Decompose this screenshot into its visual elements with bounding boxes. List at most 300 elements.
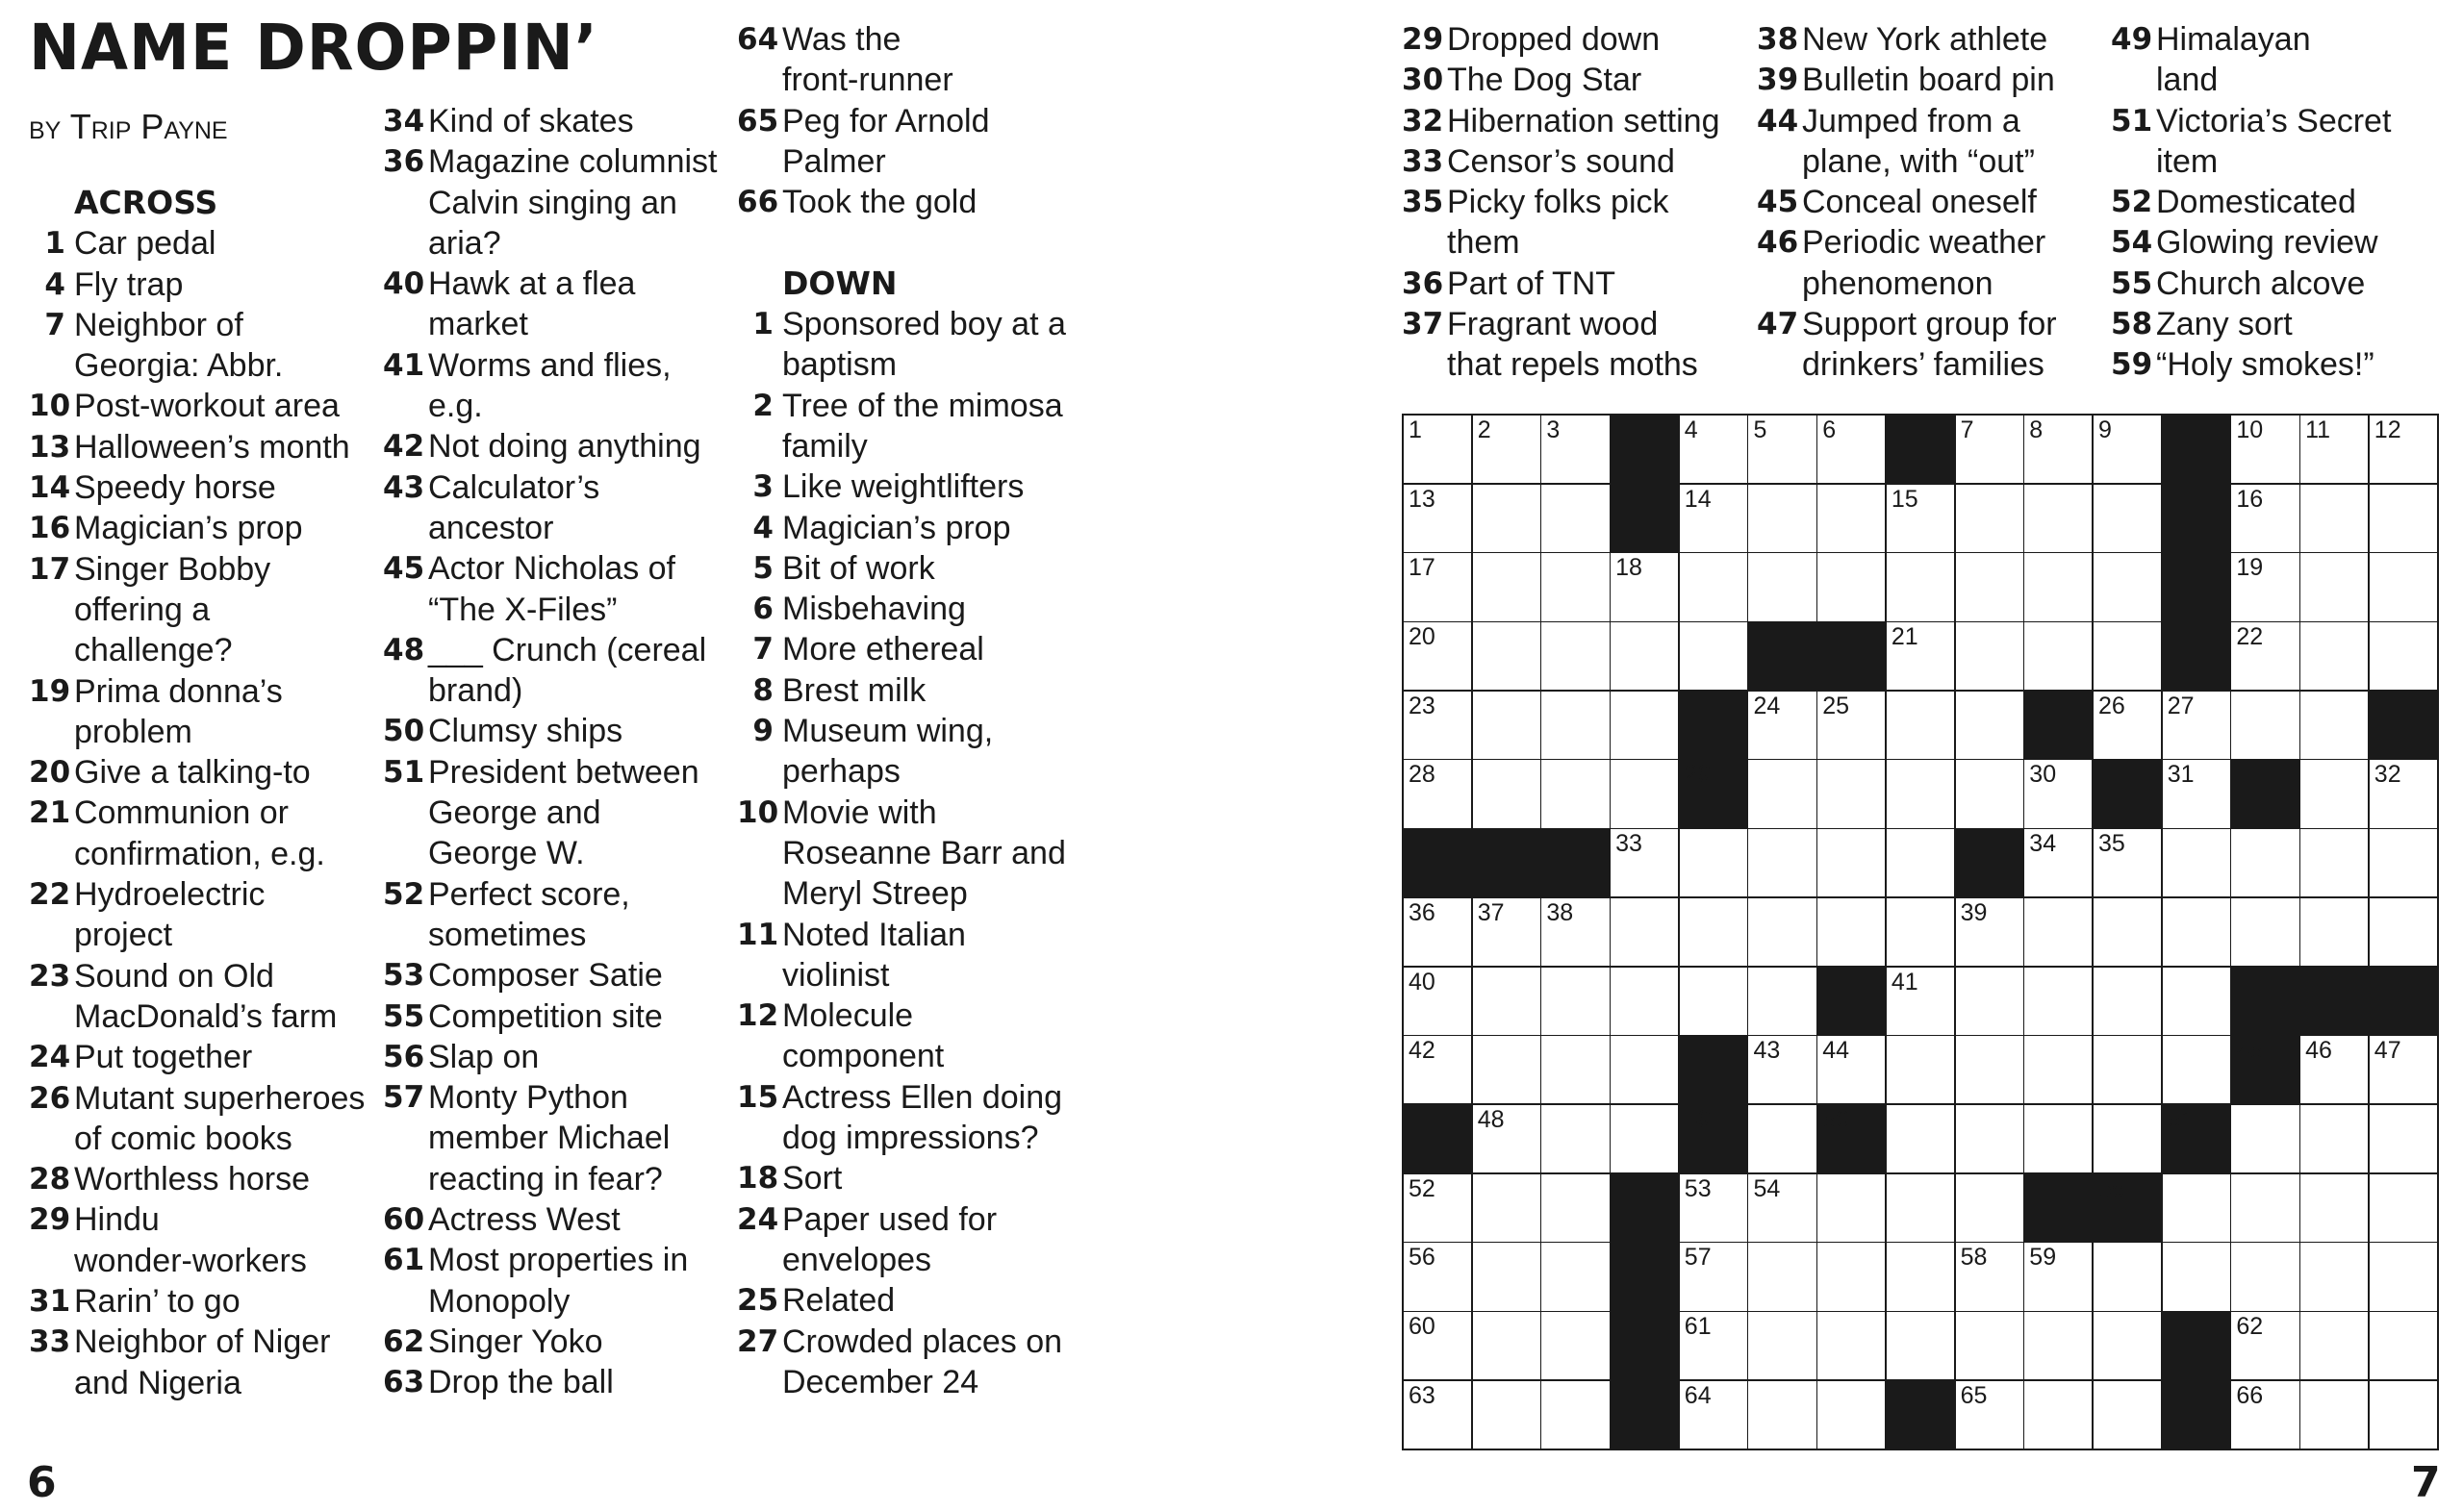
grid-cell[interactable] — [1748, 1312, 1816, 1379]
clue-item — [383, 141, 729, 264]
grid-cell[interactable] — [2231, 416, 2298, 483]
grid-cell[interactable] — [2094, 1312, 2161, 1379]
clue-text-line: Drop the ball — [428, 1364, 614, 1401]
clue-item — [383, 711, 729, 751]
clue-text-line: front-runner — [782, 62, 953, 99]
clue-text-line: December 24 — [782, 1363, 979, 1400]
clue-item — [737, 915, 1083, 996]
clue-item — [383, 467, 729, 549]
cell-number: 13 — [1409, 485, 1435, 513]
grid-cell[interactable] — [2163, 1243, 2230, 1310]
grid-cell[interactable] — [1611, 898, 1678, 966]
crossword-grid — [1402, 414, 2439, 1450]
clue-item — [737, 1077, 1083, 1159]
clue-text-line: Peg for Arnold — [782, 102, 990, 139]
grid-block — [2231, 968, 2298, 1035]
grid-cell[interactable] — [1956, 1243, 2023, 1310]
grid-cell[interactable] — [1541, 1105, 1609, 1172]
clue-text-line: MacDonald’s farm — [74, 997, 338, 1035]
clue-item — [1757, 60, 2103, 100]
grid-block — [1817, 622, 1885, 690]
clue-text-line: offering a — [74, 591, 211, 628]
clue-text-line: Censor’s sound — [1447, 142, 1675, 180]
grid-cell[interactable] — [2024, 1105, 2092, 1172]
grid-cell[interactable] — [2300, 1312, 2368, 1379]
grid-cell[interactable] — [1817, 416, 1885, 483]
grid-cell[interactable] — [2024, 829, 2092, 896]
grid-cell[interactable] — [2094, 553, 2161, 620]
grid-cell[interactable] — [1748, 485, 1816, 552]
grid-cell[interactable] — [2094, 416, 2161, 483]
clue-text-line: Monopoly — [428, 1282, 571, 1320]
clue-text-line: Support group for — [1802, 306, 2057, 343]
grid-cell[interactable] — [2024, 898, 2092, 966]
grid-cell[interactable] — [1956, 898, 2023, 966]
cell-number: 58 — [1960, 1244, 1988, 1272]
grid-cell[interactable] — [2024, 1312, 2092, 1379]
cell-number: 3 — [1546, 416, 1561, 443]
grid-cell[interactable] — [2024, 485, 2092, 552]
grid-cell[interactable] — [1680, 968, 1747, 1035]
grid-cell[interactable] — [1887, 692, 1954, 759]
grid-cell[interactable] — [1541, 485, 1609, 552]
grid-cell[interactable] — [2163, 692, 2230, 759]
grid-cell[interactable] — [1956, 1174, 2023, 1242]
grid-cell[interactable] — [1404, 1381, 1471, 1449]
grid-cell[interactable] — [2231, 1105, 2298, 1172]
grid-cell[interactable] — [1404, 1243, 1471, 1310]
grid-cell[interactable] — [2231, 1243, 2298, 1310]
grid-cell[interactable] — [1404, 968, 1471, 1035]
spacer — [737, 222, 1083, 263]
grid-cell[interactable] — [2370, 1381, 2437, 1449]
clue-text-line: Fly trap — [74, 265, 184, 303]
grid-cell[interactable] — [1541, 968, 1609, 1035]
clue-text-line: Took the gold — [782, 184, 978, 221]
grid-cell[interactable] — [1473, 1036, 1540, 1103]
grid-cell[interactable] — [1473, 416, 1540, 483]
grid-cell[interactable] — [1611, 760, 1678, 827]
grid-cell[interactable] — [1541, 1174, 1609, 1242]
clue-text-line: confirmation, e.g. — [74, 835, 325, 872]
grid-cell[interactable] — [1404, 1174, 1471, 1242]
grid-cell[interactable] — [1404, 622, 1471, 690]
grid-cell[interactable] — [2300, 760, 2368, 827]
grid-cell[interactable] — [1748, 1174, 1816, 1242]
clue-text-line: Competition site — [428, 997, 663, 1035]
clue-text-line: Glowing review — [2156, 224, 2378, 262]
cell-number: 18 — [1615, 554, 1642, 582]
grid-cell[interactable] — [2231, 485, 2298, 552]
grid-cell[interactable] — [2024, 553, 2092, 620]
grid-cell[interactable] — [1473, 1105, 1540, 1172]
clue-number: 4 — [44, 266, 65, 302]
grid-cell[interactable] — [2231, 898, 2298, 966]
grid-cell[interactable] — [1748, 968, 1816, 1035]
clue-text-line: aria? — [428, 224, 501, 262]
clue-number: 62 — [383, 1323, 425, 1359]
clue-text-line: project — [74, 917, 173, 954]
grid-cell[interactable] — [1473, 898, 1540, 966]
grid-cell[interactable] — [1541, 760, 1609, 827]
grid-cell[interactable] — [1817, 829, 1885, 896]
grid-cell[interactable] — [1956, 1105, 2023, 1172]
cell-number: 2 — [1477, 416, 1491, 443]
grid-cell[interactable] — [1473, 622, 1540, 690]
grid-cell[interactable] — [2094, 1243, 2161, 1310]
clue-text-line: Calculator’s — [428, 468, 600, 506]
grid-cell[interactable] — [1473, 1381, 1540, 1449]
cell-number: 44 — [1822, 1037, 1849, 1065]
grid-cell[interactable] — [1541, 692, 1609, 759]
grid-cell[interactable] — [1611, 622, 1678, 690]
grid-cell[interactable] — [1817, 1243, 1885, 1310]
grid-cell[interactable] — [2024, 968, 2092, 1035]
clue-item — [737, 589, 1083, 629]
grid-cell[interactable] — [1611, 553, 1678, 620]
grid-cell[interactable] — [2024, 1381, 2092, 1449]
grid-cell[interactable] — [2370, 1243, 2437, 1310]
clue-text-line: Worthless horse — [74, 1161, 311, 1198]
clue-item — [2111, 182, 2457, 222]
grid-cell[interactable] — [1404, 898, 1471, 966]
grid-cell[interactable] — [2300, 553, 2368, 620]
grid-cell[interactable] — [2370, 898, 2437, 966]
clue-text-line: Himalayan — [2156, 21, 2311, 58]
grid-cell[interactable] — [2231, 1381, 2298, 1449]
clue-text-line: Misbehaving — [782, 591, 966, 628]
grid-cell[interactable] — [1817, 1381, 1885, 1449]
grid-cell[interactable] — [1404, 1036, 1471, 1103]
clue-number: 25 — [737, 1283, 779, 1319]
cell-number: 25 — [1822, 692, 1849, 719]
grid-cell[interactable] — [1473, 485, 1540, 552]
grid-cell[interactable] — [1541, 1036, 1609, 1103]
grid-cell[interactable] — [1748, 1036, 1816, 1103]
grid-cell[interactable] — [1748, 898, 1816, 966]
clue-text-line: Fragrant wood — [1447, 306, 1659, 343]
clue-text-line: Bit of work — [782, 549, 935, 587]
cell-number: 52 — [1409, 1174, 1435, 1202]
grid-cell[interactable] — [1956, 968, 2023, 1035]
grid-cell[interactable] — [1680, 622, 1747, 690]
grid-cell[interactable] — [2163, 760, 2230, 827]
clue-text-line: challenge? — [74, 632, 233, 669]
grid-cell[interactable] — [2024, 760, 2092, 827]
grid-cell[interactable] — [2370, 553, 2437, 620]
cell-number: 36 — [1409, 898, 1435, 926]
grid-cell[interactable] — [1680, 1381, 1747, 1449]
grid-cell[interactable] — [1956, 1036, 2023, 1103]
grid-cell[interactable] — [2231, 1312, 2298, 1379]
grid-cell[interactable] — [1887, 1312, 1954, 1379]
grid-cell[interactable] — [1680, 553, 1747, 620]
grid-cell[interactable] — [1817, 1174, 1885, 1242]
grid-cell[interactable] — [1680, 898, 1747, 966]
grid-cell[interactable] — [2370, 485, 2437, 552]
grid-cell[interactable] — [1404, 760, 1471, 827]
grid-cell[interactable] — [2231, 692, 2298, 759]
grid-cell[interactable] — [1404, 692, 1471, 759]
clue-item — [737, 711, 1083, 793]
clue-number: 13 — [29, 429, 71, 465]
grid-cell[interactable] — [1817, 1312, 1885, 1379]
grid-block — [2024, 1174, 2092, 1242]
clue-text-line: plane, with “out” — [1802, 142, 2035, 180]
clue-number: 1 — [752, 307, 774, 342]
clue-number: 64 — [737, 22, 779, 57]
grid-cell[interactable] — [2300, 1105, 2368, 1172]
clue-number: 44 — [1757, 103, 1799, 139]
clue-item — [383, 752, 729, 874]
grid-cell[interactable] — [1541, 553, 1609, 620]
grid-cell[interactable] — [2370, 829, 2437, 896]
clue-text-line: Halloween’s month — [74, 428, 350, 466]
grid-cell[interactable] — [2300, 485, 2368, 552]
grid-cell[interactable] — [2024, 416, 2092, 483]
grid-cell[interactable] — [2370, 1174, 2437, 1242]
grid-cell[interactable] — [2094, 692, 2161, 759]
grid-cell[interactable] — [1541, 898, 1609, 966]
clue-text-line: Like weightlifters — [782, 468, 1025, 506]
grid-cell[interactable] — [1956, 760, 2023, 827]
grid-cell[interactable] — [2024, 1243, 2092, 1310]
grid-cell[interactable] — [1887, 553, 1954, 620]
grid-cell[interactable] — [2370, 760, 2437, 827]
clue-text-line: Sort — [782, 1160, 843, 1197]
grid-cell[interactable] — [1473, 1312, 1540, 1379]
grid-cell[interactable] — [2231, 1174, 2298, 1242]
clue-text-line: Conceal oneself — [1802, 184, 2037, 221]
clue-item — [2111, 264, 2457, 304]
grid-cell[interactable] — [1887, 1036, 1954, 1103]
clue-item — [383, 1199, 729, 1240]
grid-cell[interactable] — [1887, 829, 1954, 896]
clue-item — [383, 630, 729, 712]
grid-cell[interactable] — [1887, 898, 1954, 966]
cell-number: 6 — [1822, 416, 1837, 443]
clue-text-line: Roseanne Barr and — [782, 834, 1066, 871]
grid-cell[interactable] — [1887, 968, 1954, 1035]
clue-number: 51 — [2111, 103, 2153, 139]
cell-number: 57 — [1684, 1244, 1712, 1272]
grid-cell[interactable] — [1748, 692, 1816, 759]
grid-cell[interactable] — [1817, 1036, 1885, 1103]
clue-item — [737, 386, 1083, 467]
cell-number: 55 — [2097, 1174, 2125, 1202]
grid-cell[interactable] — [1473, 1243, 1540, 1310]
grid-cell[interactable] — [2163, 1036, 2230, 1103]
clue-number: 36 — [1402, 265, 1444, 301]
grid-cell[interactable] — [1611, 829, 1678, 896]
grid-cell[interactable] — [1680, 1174, 1747, 1242]
grid-cell[interactable] — [1404, 1312, 1471, 1379]
grid-cell[interactable] — [1956, 485, 2023, 552]
grid-cell[interactable] — [2024, 1036, 2092, 1103]
clue-number: 51 — [383, 754, 425, 790]
grid-cell[interactable] — [2300, 692, 2368, 759]
grid-cell[interactable] — [1680, 485, 1747, 552]
clue-text-line: Meryl Streep — [782, 875, 968, 913]
grid-cell[interactable] — [2094, 1105, 2161, 1172]
clue-number: 54 — [2111, 225, 2153, 261]
grid-cell[interactable] — [1887, 485, 1954, 552]
grid-cell[interactable] — [2300, 898, 2368, 966]
grid-cell[interactable] — [2094, 898, 2161, 966]
grid-block — [2231, 760, 2298, 827]
grid-cell[interactable] — [1611, 692, 1678, 759]
clue-text-line: baptism — [782, 346, 898, 384]
grid-cell[interactable] — [1680, 1312, 1747, 1379]
grid-cell[interactable] — [2163, 898, 2230, 966]
grid-cell[interactable] — [2370, 1036, 2437, 1103]
grid-cell[interactable] — [1748, 553, 1816, 620]
grid-cell[interactable] — [2163, 968, 2230, 1035]
grid-block — [1817, 1105, 1885, 1172]
grid-cell[interactable] — [1887, 1243, 1954, 1310]
grid-cell[interactable] — [1748, 829, 1816, 896]
clue-item — [737, 466, 1083, 507]
grid-block — [1611, 1243, 1678, 1310]
clue-number: 8 — [752, 672, 774, 708]
grid-cell[interactable] — [1611, 1105, 1678, 1172]
grid-cell[interactable] — [1956, 692, 2023, 759]
grid-cell[interactable] — [1817, 553, 1885, 620]
grid-cell[interactable] — [1887, 622, 1954, 690]
grid-cell[interactable] — [1680, 416, 1747, 483]
grid-cell[interactable] — [1611, 1036, 1678, 1103]
grid-cell[interactable] — [1748, 416, 1816, 483]
grid-block — [1748, 622, 1816, 690]
grid-cell[interactable] — [2370, 1105, 2437, 1172]
grid-cell[interactable] — [1817, 692, 1885, 759]
clue-item — [737, 1158, 1083, 1198]
clue-item — [29, 467, 375, 508]
grid-cell[interactable] — [2231, 553, 2298, 620]
grid-cell[interactable] — [2094, 968, 2161, 1035]
grid-cell[interactable] — [2370, 1312, 2437, 1379]
clue-item — [737, 548, 1083, 589]
grid-cell[interactable] — [2300, 829, 2368, 896]
grid-cell[interactable] — [1473, 1174, 1540, 1242]
grid-cell[interactable] — [1473, 692, 1540, 759]
clue-text-line: Singer Bobby — [74, 550, 271, 588]
grid-cell[interactable] — [1404, 416, 1471, 483]
clue-text-line: President between — [428, 753, 699, 791]
cell-number: 21 — [1891, 623, 1918, 651]
clue-item — [2111, 19, 2457, 101]
clue-text-line: market — [428, 306, 528, 343]
grid-cell[interactable] — [2163, 1174, 2230, 1242]
grid-cell[interactable] — [1817, 485, 1885, 552]
clue-text-line: Magician’s prop — [782, 509, 1011, 546]
clue-number: 57 — [383, 1080, 425, 1116]
grid-cell[interactable] — [1680, 1243, 1747, 1310]
grid-cell[interactable] — [2231, 829, 2298, 896]
grid-cell[interactable] — [1748, 760, 1816, 827]
cell-number: 4 — [1684, 416, 1698, 443]
clue-item — [29, 874, 375, 956]
grid-cell[interactable] — [1956, 1312, 2023, 1379]
clue-text-line: family — [782, 427, 868, 465]
cell-number: 41 — [1891, 968, 1918, 995]
grid-cell[interactable] — [1473, 760, 1540, 827]
grid-cell[interactable] — [1541, 1243, 1609, 1310]
grid-cell[interactable] — [1541, 622, 1609, 690]
grid-cell[interactable] — [2370, 622, 2437, 690]
grid-cell[interactable] — [2300, 622, 2368, 690]
grid-block — [2370, 692, 2437, 759]
grid-cell[interactable] — [1956, 553, 2023, 620]
grid-cell[interactable] — [2094, 829, 2161, 896]
grid-cell[interactable] — [1680, 829, 1747, 896]
grid-cell[interactable] — [1956, 622, 2023, 690]
grid-cell[interactable] — [2300, 1243, 2368, 1310]
grid-cell[interactable] — [1887, 1174, 1954, 1242]
grid-cell[interactable] — [2163, 829, 2230, 896]
grid-cell[interactable] — [1748, 1381, 1816, 1449]
clue-text-line: Prima donna’s — [74, 672, 283, 710]
grid-cell[interactable] — [1956, 1381, 2023, 1449]
grid-cell[interactable] — [1404, 485, 1471, 552]
cell-number: 17 — [1409, 554, 1435, 582]
grid-cell[interactable] — [1817, 760, 1885, 827]
grid-cell[interactable] — [2300, 1036, 2368, 1103]
clue-number: 36 — [383, 144, 425, 180]
grid-cell[interactable] — [2300, 416, 2368, 483]
grid-cell[interactable] — [2370, 416, 2437, 483]
grid-cell[interactable] — [1748, 1105, 1816, 1172]
grid-cell[interactable] — [1541, 1312, 1609, 1379]
grid-cell[interactable] — [2094, 1381, 2161, 1449]
grid-cell[interactable] — [2024, 622, 2092, 690]
clue-item — [737, 1199, 1083, 1281]
grid-cell[interactable] — [1887, 1105, 1954, 1172]
clue-number: 19 — [29, 673, 71, 709]
cell-number: 46 — [2305, 1037, 2332, 1065]
grid-cell[interactable] — [1611, 968, 1678, 1035]
grid-cell[interactable] — [1473, 553, 1540, 620]
grid-cell[interactable] — [1748, 1243, 1816, 1310]
clue-number: 55 — [2111, 265, 2153, 301]
grid-cell[interactable] — [2231, 622, 2298, 690]
clue-column-6 — [2111, 19, 2457, 386]
clue-number: 65 — [737, 103, 779, 139]
grid-cell[interactable] — [1887, 760, 1954, 827]
grid-cell[interactable] — [2094, 1036, 2161, 1103]
clue-item — [2111, 344, 2457, 385]
grid-block — [1680, 1036, 1747, 1103]
clue-text-line: Speedy horse — [74, 469, 276, 507]
grid-cell[interactable] — [2300, 1174, 2368, 1242]
grid-cell[interactable] — [2300, 1381, 2368, 1449]
grid-cell[interactable] — [2094, 622, 2161, 690]
grid-cell[interactable] — [1541, 1381, 1609, 1449]
grid-cell[interactable] — [1817, 898, 1885, 966]
cell-number: 33 — [1615, 830, 1642, 858]
clue-text-line: The Dog Star — [1447, 62, 1642, 99]
grid-cell[interactable] — [1956, 416, 2023, 483]
clue-number: 28 — [29, 1162, 71, 1197]
grid-block — [1680, 760, 1747, 827]
grid-cell[interactable] — [1473, 968, 1540, 1035]
grid-cell[interactable] — [1404, 553, 1471, 620]
cell-number: 65 — [1960, 1381, 1988, 1409]
grid-cell[interactable] — [2094, 485, 2161, 552]
clue-number: 7 — [44, 307, 65, 342]
grid-cell[interactable] — [1541, 416, 1609, 483]
clue-number: 48 — [383, 632, 425, 668]
